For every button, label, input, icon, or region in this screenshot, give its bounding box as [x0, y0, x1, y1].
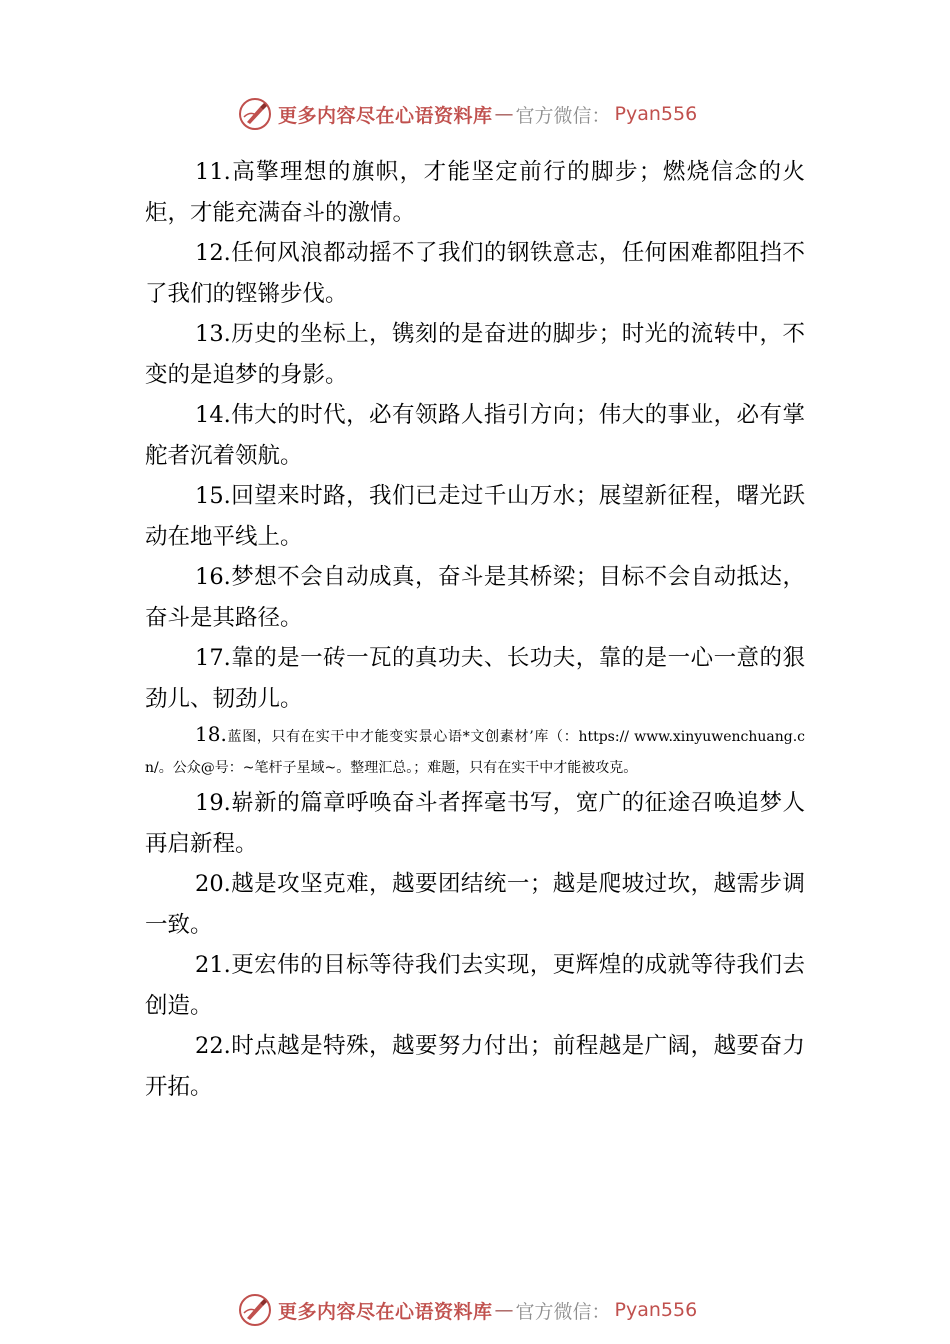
list-item: 15.回望来时路，我们已走过千山万水；展望新征程，曙光跃动在地平线上。: [145, 483, 805, 550]
list-item: 14.伟大的时代，必有领路人指引方向；伟大的事业，必有掌舵者沉着领航。: [145, 402, 805, 469]
list-item: 22.时点越是特殊，越要努力付出；前程越是广阔，越要奋力开拓。: [145, 1033, 805, 1100]
footer-wechat-id: Pyan556: [614, 1299, 698, 1321]
pen-logo-icon: [238, 1293, 272, 1327]
pen-logo-icon: [238, 97, 272, 131]
footer-title: 更多内容尽在心语资料库: [278, 1300, 493, 1323]
list-item-watermarked: [145, 719, 805, 783]
footer-official-label: 官方微信：: [515, 1300, 611, 1323]
footer-banner: [238, 1292, 697, 1328]
list-item: 12.任何风浪都动摇不了我们的钢铁意志，任何困难都阻挡不了我们的铿锵步伐。: [145, 240, 805, 307]
list-item: 20.越是攻坚克难，越要团结统一；越是爬坡过坎，越需步调一致。: [145, 871, 805, 938]
header-wechat-id: Pyan556: [614, 103, 698, 125]
header-title: 更多内容尽在心语资料库: [278, 104, 493, 127]
list-item: 17.靠的是一砖一瓦的真功夫、长功夫，靠的是一心一意的狠劲儿、韧劲儿。: [145, 645, 805, 712]
list-item-text: 蓝图，只有在实干中才能变实景心语*文创素材’库（：https:// www.xinyuwenchuang.cn/。公众@号：~笔杆子星域~。整理汇总。；难题，只有在实干中才能被攻克。: [145, 729, 805, 776]
list-item-number: 18.: [195, 722, 227, 746]
list-item: 21.更宏伟的目标等待我们去实现，更辉煌的成就等待我们去创造。: [145, 952, 805, 1019]
list-item: 16.梦想不会自动成真，奋斗是其桥梁；目标不会自动抵达，奋斗是其路径。: [145, 564, 805, 631]
list-item: 11.高擎理想的旗帜，才能坚定前行的脚步；燃烧信念的火炬，才能充满奋斗的激情。: [145, 159, 805, 226]
header-dash: —: [494, 103, 514, 125]
document-body: [145, 152, 805, 1107]
header-banner: [238, 96, 697, 132]
list-item: 19.崭新的篇章呼唤奋斗者挥毫书写，宽广的征途召唤追梦人再启新程。: [145, 790, 805, 857]
footer-dash: —: [494, 1299, 514, 1321]
header-official-label: 官方微信：: [515, 104, 611, 127]
list-item: 13.历史的坐标上，镌刻的是奋进的脚步；时光的流转中，不变的是追梦的身影。: [145, 321, 805, 388]
